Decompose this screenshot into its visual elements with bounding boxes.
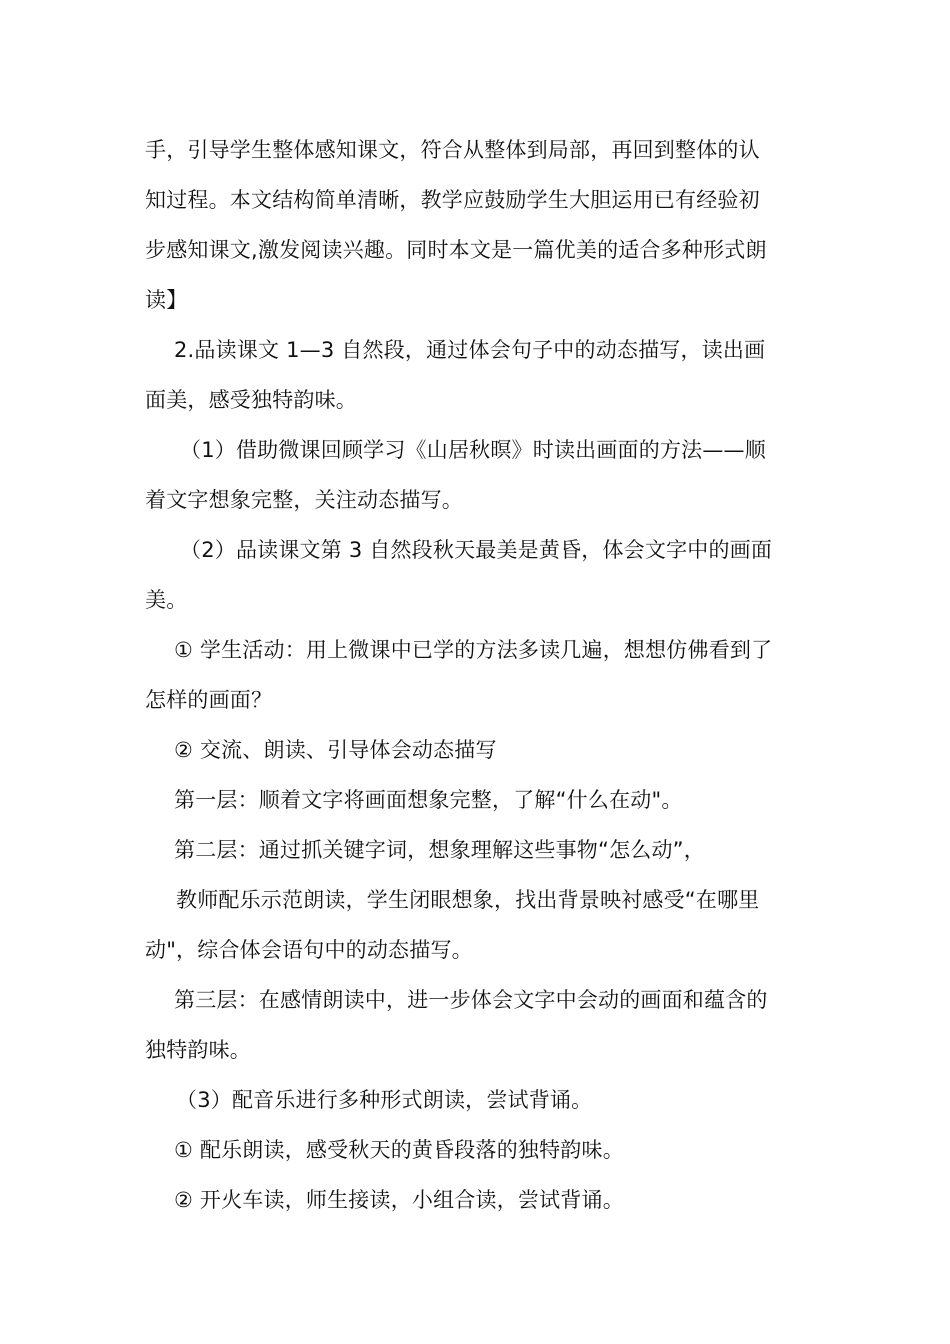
text-line: 读】 — [145, 288, 188, 312]
text-line: 着文字想象完整，关注动态描写。 — [145, 488, 463, 512]
text-line: 教师配乐示范朗读，学生闭眼想象，找出背景映衬感受“在哪里 — [176, 888, 760, 912]
text-line: 独特韵味。 — [145, 1038, 251, 1062]
layer-line: 第二层：通过抓关键字词，想象理解这些事物“怎么动”， — [174, 838, 705, 862]
text-line: 怎样的画面？ — [145, 688, 273, 712]
subsection-line: （3）配音乐进行多种形式朗读，尝试背诵。 — [176, 1088, 593, 1112]
text-line: 知过程。本文结构简单清晰，教学应鼓励学生大胆运用已有经验初 — [145, 188, 760, 212]
subsection-line: （1）借助微课回顾学习《山居秋暝》时读出画面的方法——顺 — [180, 438, 766, 462]
text-line: 面美，感受独特韵味。 — [145, 388, 357, 412]
text-line: 步感知课文,激发阅读兴趣。同时本文是一篇优美的适合多种形式朗 — [145, 238, 767, 262]
subsection-line: （2）品读课文第 3 自然段秋天最美是黄昏，体会文字中的画面 — [180, 538, 773, 562]
list-item: ② 开火车读，师生接读，小组合读，尝试背诵。 — [174, 1188, 624, 1212]
layer-line: 第一层：顺着文字将画面想象完整，了解“什么在动"。 — [174, 788, 683, 812]
text-line: 动"，综合体会语句中的动态描写。 — [145, 938, 473, 962]
text-line: 美。 — [145, 588, 188, 612]
list-item: ① 配乐朗读，感受秋天的黄昏段落的独特韵味。 — [174, 1138, 624, 1162]
list-item: ② 交流、朗读、引导体会动态描写 — [174, 738, 497, 762]
section-heading: 2.品读课文 1—3 自然段，通过体会句子中的动态描写，读出画 — [174, 338, 766, 362]
text-line: 手，引导学生整体感知课文，符合从整体到局部，再回到整体的认 — [145, 138, 760, 162]
layer-line: 第三层：在感情朗读中，进一步体会文字中会动的画面和蕴含的 — [174, 988, 768, 1012]
list-item: ① 学生活动：用上微课中已学的方法多读几遍，想想仿佛看到了 — [174, 638, 773, 662]
